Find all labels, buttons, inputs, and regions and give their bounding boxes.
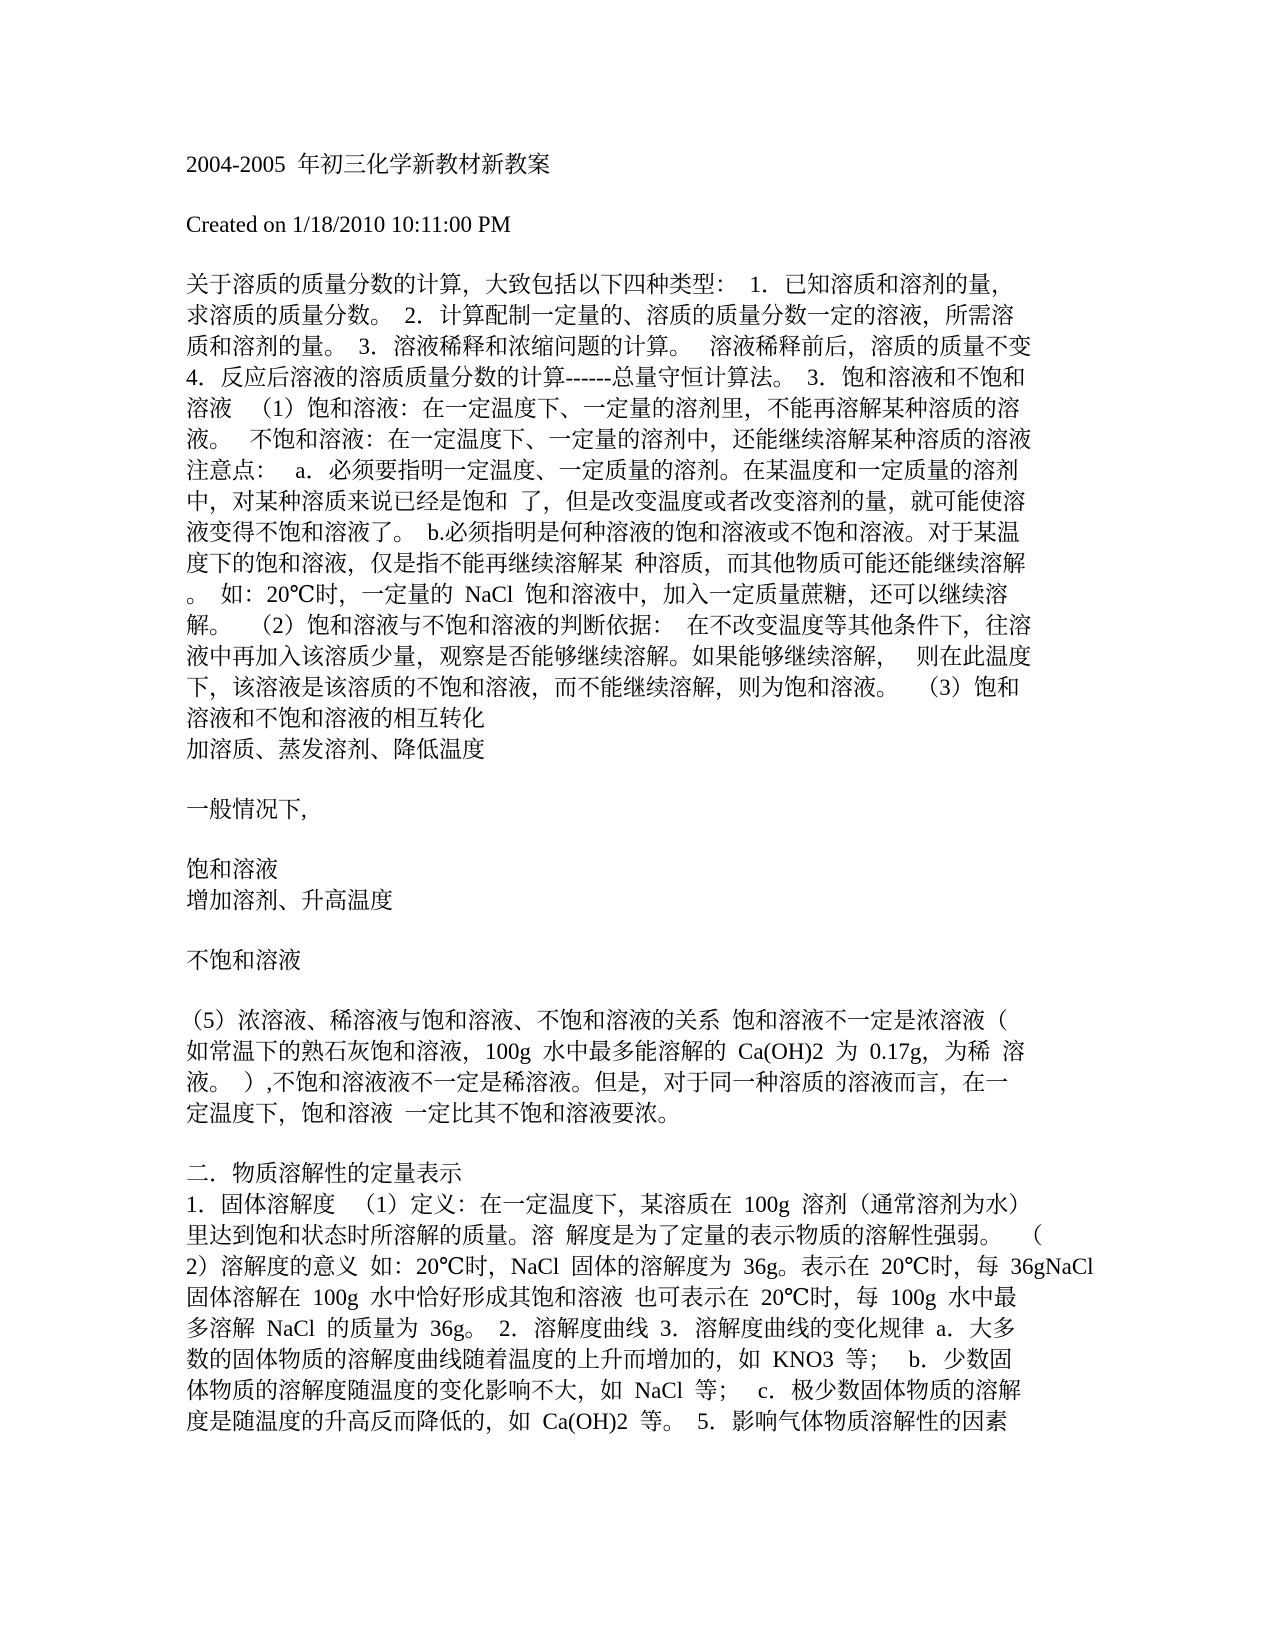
text-line: 多溶解 NaCl 的质量为 36g。 2．溶解度曲线 3．溶解度曲线的变化规律 a．大多 [186,1316,1016,1341]
text-line: 数的固体物质的溶解度曲线随着温度的上升而增加的，如 KNO3 等； b．少数固 [186,1347,1013,1372]
text-line: 里达到饱和状态时所溶解的质量。溶 解度是为了定量的表示物质的溶解性强弱。 （ [186,1223,1043,1248]
text-line: 液。 ）,不饱和溶液液不一定是稀溶液。但是，对于同一种溶质的溶液而言，在一 [186,1070,1009,1095]
text-line: 求溶质的质量分数。 2．计算配制一定量的、溶质的质量分数一定的溶液，所需溶 [186,303,1014,328]
general-case-line: 一般情况下, [186,797,307,822]
unsaturated-solution-label: 不饱和溶液 [186,948,301,973]
text-line: 体物质的溶解度随温度的变化影响不大，如 NaCl 等； c．极少数固体物质的溶解 [186,1378,1022,1403]
text-line: 1．固体溶解度 （1）定义：在一定温度下，某溶质在 100g 溶剂（通常溶剂为水） [186,1192,1032,1217]
text-line: 液。 不饱和溶液：在一定温度下、一定量的溶剂中，还能继续溶解某种溶质的溶液 [186,427,1032,452]
text-line: 固体溶解在 100g 水中恰好形成其饱和溶液 也可表示在 20℃时，每 100g 水中最 [186,1285,1017,1310]
text-line: 如常温下的熟石灰饱和溶液，100g 水中最多能溶解的 Ca(OH)2 为 0.17g，为稀 溶 [186,1039,1025,1064]
text-line: （5）浓溶液、稀溶液与饱和溶液、不饱和溶液的关系 饱和溶液不一定是浓溶液（ [180,1008,1008,1033]
text-line: 关于溶质的质量分数的计算，大致包括以下四种类型： 1．已知溶质和溶剂的量， [186,272,1014,297]
text-line: 。 如：20℃时，一定量的 NaCl 饱和溶液中，加入一定质量蔗糖，还可以继续溶 [186,582,1008,607]
conversion-condition-label: 增加溶剂、升高温度 [186,888,393,913]
text-line: 液变得不饱和溶液了。 b.必须指明是何种溶液的饱和溶液或不饱和溶液。对于某温 [186,520,1020,545]
text-line: 注意点： a．必须要指明一定温度、一定质量的溶剂。在某温度和一定质量的溶剂 [186,458,1019,483]
text-line: 2）溶解度的意义 如：20℃时，NaCl 固体的溶解度为 36g。表示在 20℃时，每 36gNaCl [186,1254,1094,1279]
text-line: 加溶质、蒸发溶剂、降低温度 [186,737,485,762]
text-line: 质和溶剂的量。 3．溶液稀释和浓缩问题的计算。 溶液稀释前后，溶质的质量不变 [186,334,1032,359]
text-line: 度是随温度的升高反而降低的，如 Ca(OH)2 等。 5．影响气体物质溶解性的因素 [186,1409,1008,1434]
text-line: 定温度下，饱和溶液 一定比其不饱和溶液要浓。 [186,1101,681,1126]
text-line: 中，对某种溶质来说已经是饱和 了，但是改变温度或者改变溶剂的量，就可能使溶 [186,489,1026,514]
text-line: 液中再加入该溶质少量，观察是否能够继续溶解。如果能够继续溶解， 则在此温度 [186,644,1032,669]
text-line: 下，该溶液是该溶质的不饱和溶液，而不能继续溶解，则为饱和溶液。 （3）饱和 [186,675,1020,700]
text-line: 度下的饱和溶液，仅是指不能再继续溶解某 种溶质，而其他物质可能还能继续溶解 [186,551,1026,576]
text-line: 4．反应后溶液的溶质质量分数的计算------总量守恒计算法。 3．饱和溶液和不饱和 [186,365,1026,390]
saturated-solution-label: 饱和溶液 [186,857,278,882]
text-line: 解。 （2）饱和溶液与不饱和溶液的判断依据： 在不改变温度等其他条件下，往溶 [186,613,1032,638]
created-date: Created on 1/18/2010 10:11:00 PM [186,212,511,237]
text-line: 溶液和不饱和溶液的相互转化 [186,706,485,731]
document-title: 2004-2005 年初三化学新教材新教案 [186,152,551,177]
text-line: 溶液 （1）饱和溶液：在一定温度下、一定量的溶剂里，不能再溶解某种溶质的溶 [186,396,1020,421]
section-heading: 二．物质溶解性的定量表示 [186,1161,462,1186]
